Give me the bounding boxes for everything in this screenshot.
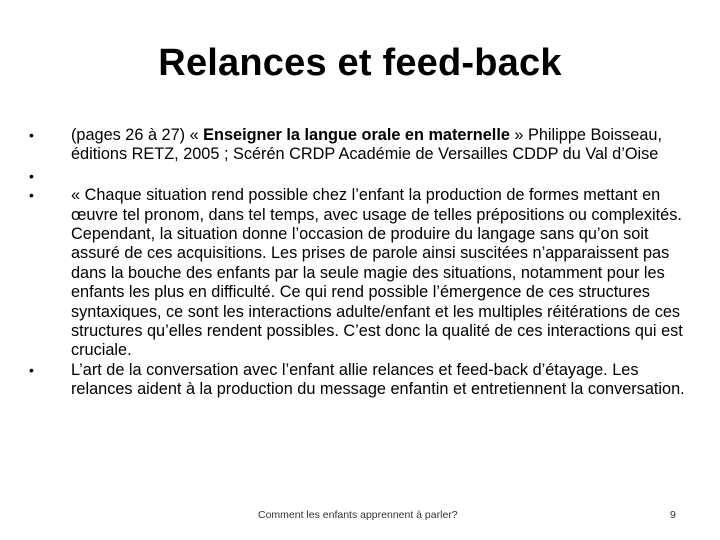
reference-suffix: » Philippe Boisseau, éditions RETZ, 2005 ; Scérén CRDP Académie de Versailles CDDP du Val d’Oise (71, 126, 662, 164)
bullet-item-empty (29, 167, 689, 186)
reference-prefix: (pages 26 à 27) « (71, 126, 204, 144)
bullet-item-conversation (29, 361, 689, 400)
quote-text: « Chaque situation rend possible chez l’enfant la production de formes mettant en œuvre tel pronom, dans tel temps, avec usage de telles prépositions ou complexités. Cependant, la situation donne l’occasion de produire du langage sans qu’on soit assuré de ces acquisitions. Les prises de parole ainsi suscitées n’apparaissent pas dans la bouche des enfants par la seule magie des situations, notamment pour les enfants les plus en difficulté. Ce qui rend possible l’émergence de ces structures syntaxiques, ce sont les interactions adulte/enfant et les multiples réitérations de ces structures qu’elles rendent possibles. C’est donc la qualité de ces interactions qui est cruciale. (71, 186, 683, 360)
footer-caption: Comment les enfants apprennent à parler? (258, 509, 458, 521)
reference-book-title: Enseigner la langue orale en maternelle (203, 126, 510, 144)
slide-title: Relances et feed-back (158, 42, 562, 84)
conversation-text: L’art de la conversation avec l’enfant allie relances et feed-back d’étayage. Les relances aident à la production du message enfantin et entretiennent la conversation. (71, 360, 685, 399)
bullet-item-reference (29, 126, 689, 165)
bullet-marker: • (29, 167, 34, 184)
bullet-list (29, 126, 689, 400)
bullet-marker: • (29, 187, 34, 204)
bullet-marker: • (29, 127, 34, 143)
bullet-marker: • (29, 361, 34, 378)
bullet-item-quote (29, 186, 689, 361)
page-number: 9 (670, 509, 676, 521)
